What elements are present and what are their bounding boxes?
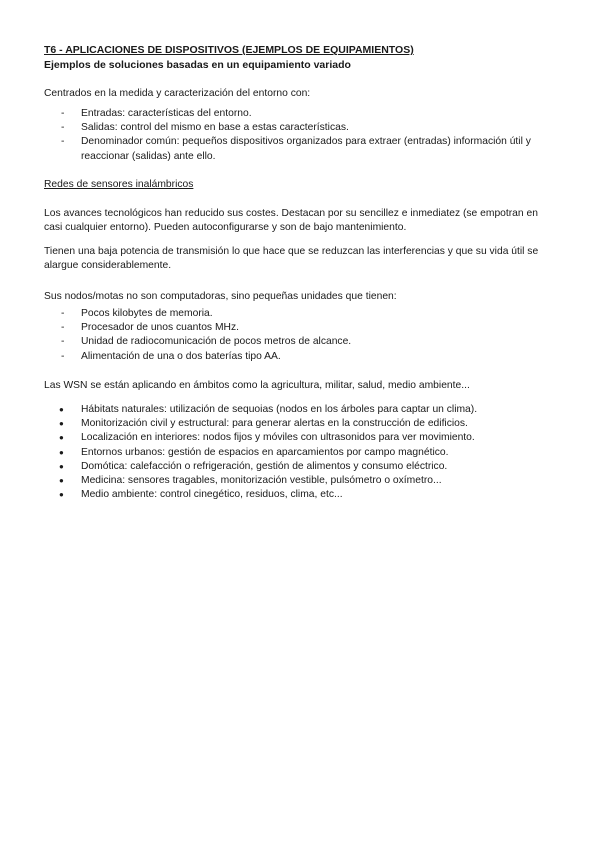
list-item: ● Medio ambiente: control cinegético, residuos, clima, etc... bbox=[44, 488, 564, 502]
list-item: ● Localización en interiores: nodos fijos y móviles con ultrasonidos para ver movimiento. bbox=[44, 431, 564, 445]
paragraph-power: Tienen una baja potencia de transmisión lo que hace que se reduzcan las interferencias y que su vida útil se alargue considerablemente. bbox=[44, 246, 539, 272]
list-item: - Salidas: control del mismo en base a estas características. bbox=[44, 121, 556, 135]
list-item: ● Medicina: sensores tragables, monitorización vestible, pulsómetro o oxímetro... bbox=[44, 474, 564, 488]
section-heading: Redes de sensores inalámbricos bbox=[44, 179, 194, 190]
list-item: - Pocos kilobytes de memoria. bbox=[44, 307, 556, 321]
page-title: T6 - APLICACIONES DE DISPOSITIVOS (EJEMPLOS DE EQUIPAMIENTOS) bbox=[44, 44, 414, 56]
intro-list bbox=[44, 107, 556, 164]
list-item: - Entradas: características del entorno. bbox=[44, 107, 556, 121]
list-item: - Procesador de unos cuantos MHz. bbox=[44, 321, 556, 335]
paragraph-costs: Los avances tecnológicos han reducido sus costes. Destacan por su sencillez e inmediatez (se empotran en casi cualquier entorno). Pueden autoconfigurarse y son de bajo mantenimiento. bbox=[44, 208, 538, 234]
paragraph-applications: Las WSN se están aplicando en ámbitos como la agricultura, militar, salud, medio ambiente... bbox=[44, 380, 470, 391]
applications-list bbox=[44, 403, 564, 502]
list-item: ● Entornos urbanos: gestión de espacios en aparcamientos por campo magnético. bbox=[44, 446, 564, 460]
list-item: - Denominador común: pequeños dispositivos organizados para extraer (entradas) información útil y reaccionar (salidas) ante ello. bbox=[44, 135, 556, 163]
list-item: ● Domótica: calefacción o refrigeración, gestión de alimentos y consumo eléctrico. bbox=[44, 460, 564, 474]
node-features-list bbox=[44, 307, 556, 364]
paragraph-nodes: Sus nodos/motas no son computadoras, sino pequeñas unidades que tienen: bbox=[44, 291, 397, 302]
list-item: ● Monitorización civil y estructural: para generar alertas en la construcción de edificios. bbox=[44, 417, 564, 431]
list-item: - Alimentación de una o dos baterías tipo AA. bbox=[44, 350, 556, 364]
list-item: - Unidad de radiocomunicación de pocos metros de alcance. bbox=[44, 335, 556, 349]
page-subtitle: Ejemplos de soluciones basadas en un equipamiento variado bbox=[44, 59, 351, 71]
intro-paragraph: Centrados en la medida y caracterización del entorno con: bbox=[44, 88, 311, 99]
list-item: ● Hábitats naturales: utilización de sequoias (nodos en los árboles para captar un clima). bbox=[44, 403, 564, 417]
